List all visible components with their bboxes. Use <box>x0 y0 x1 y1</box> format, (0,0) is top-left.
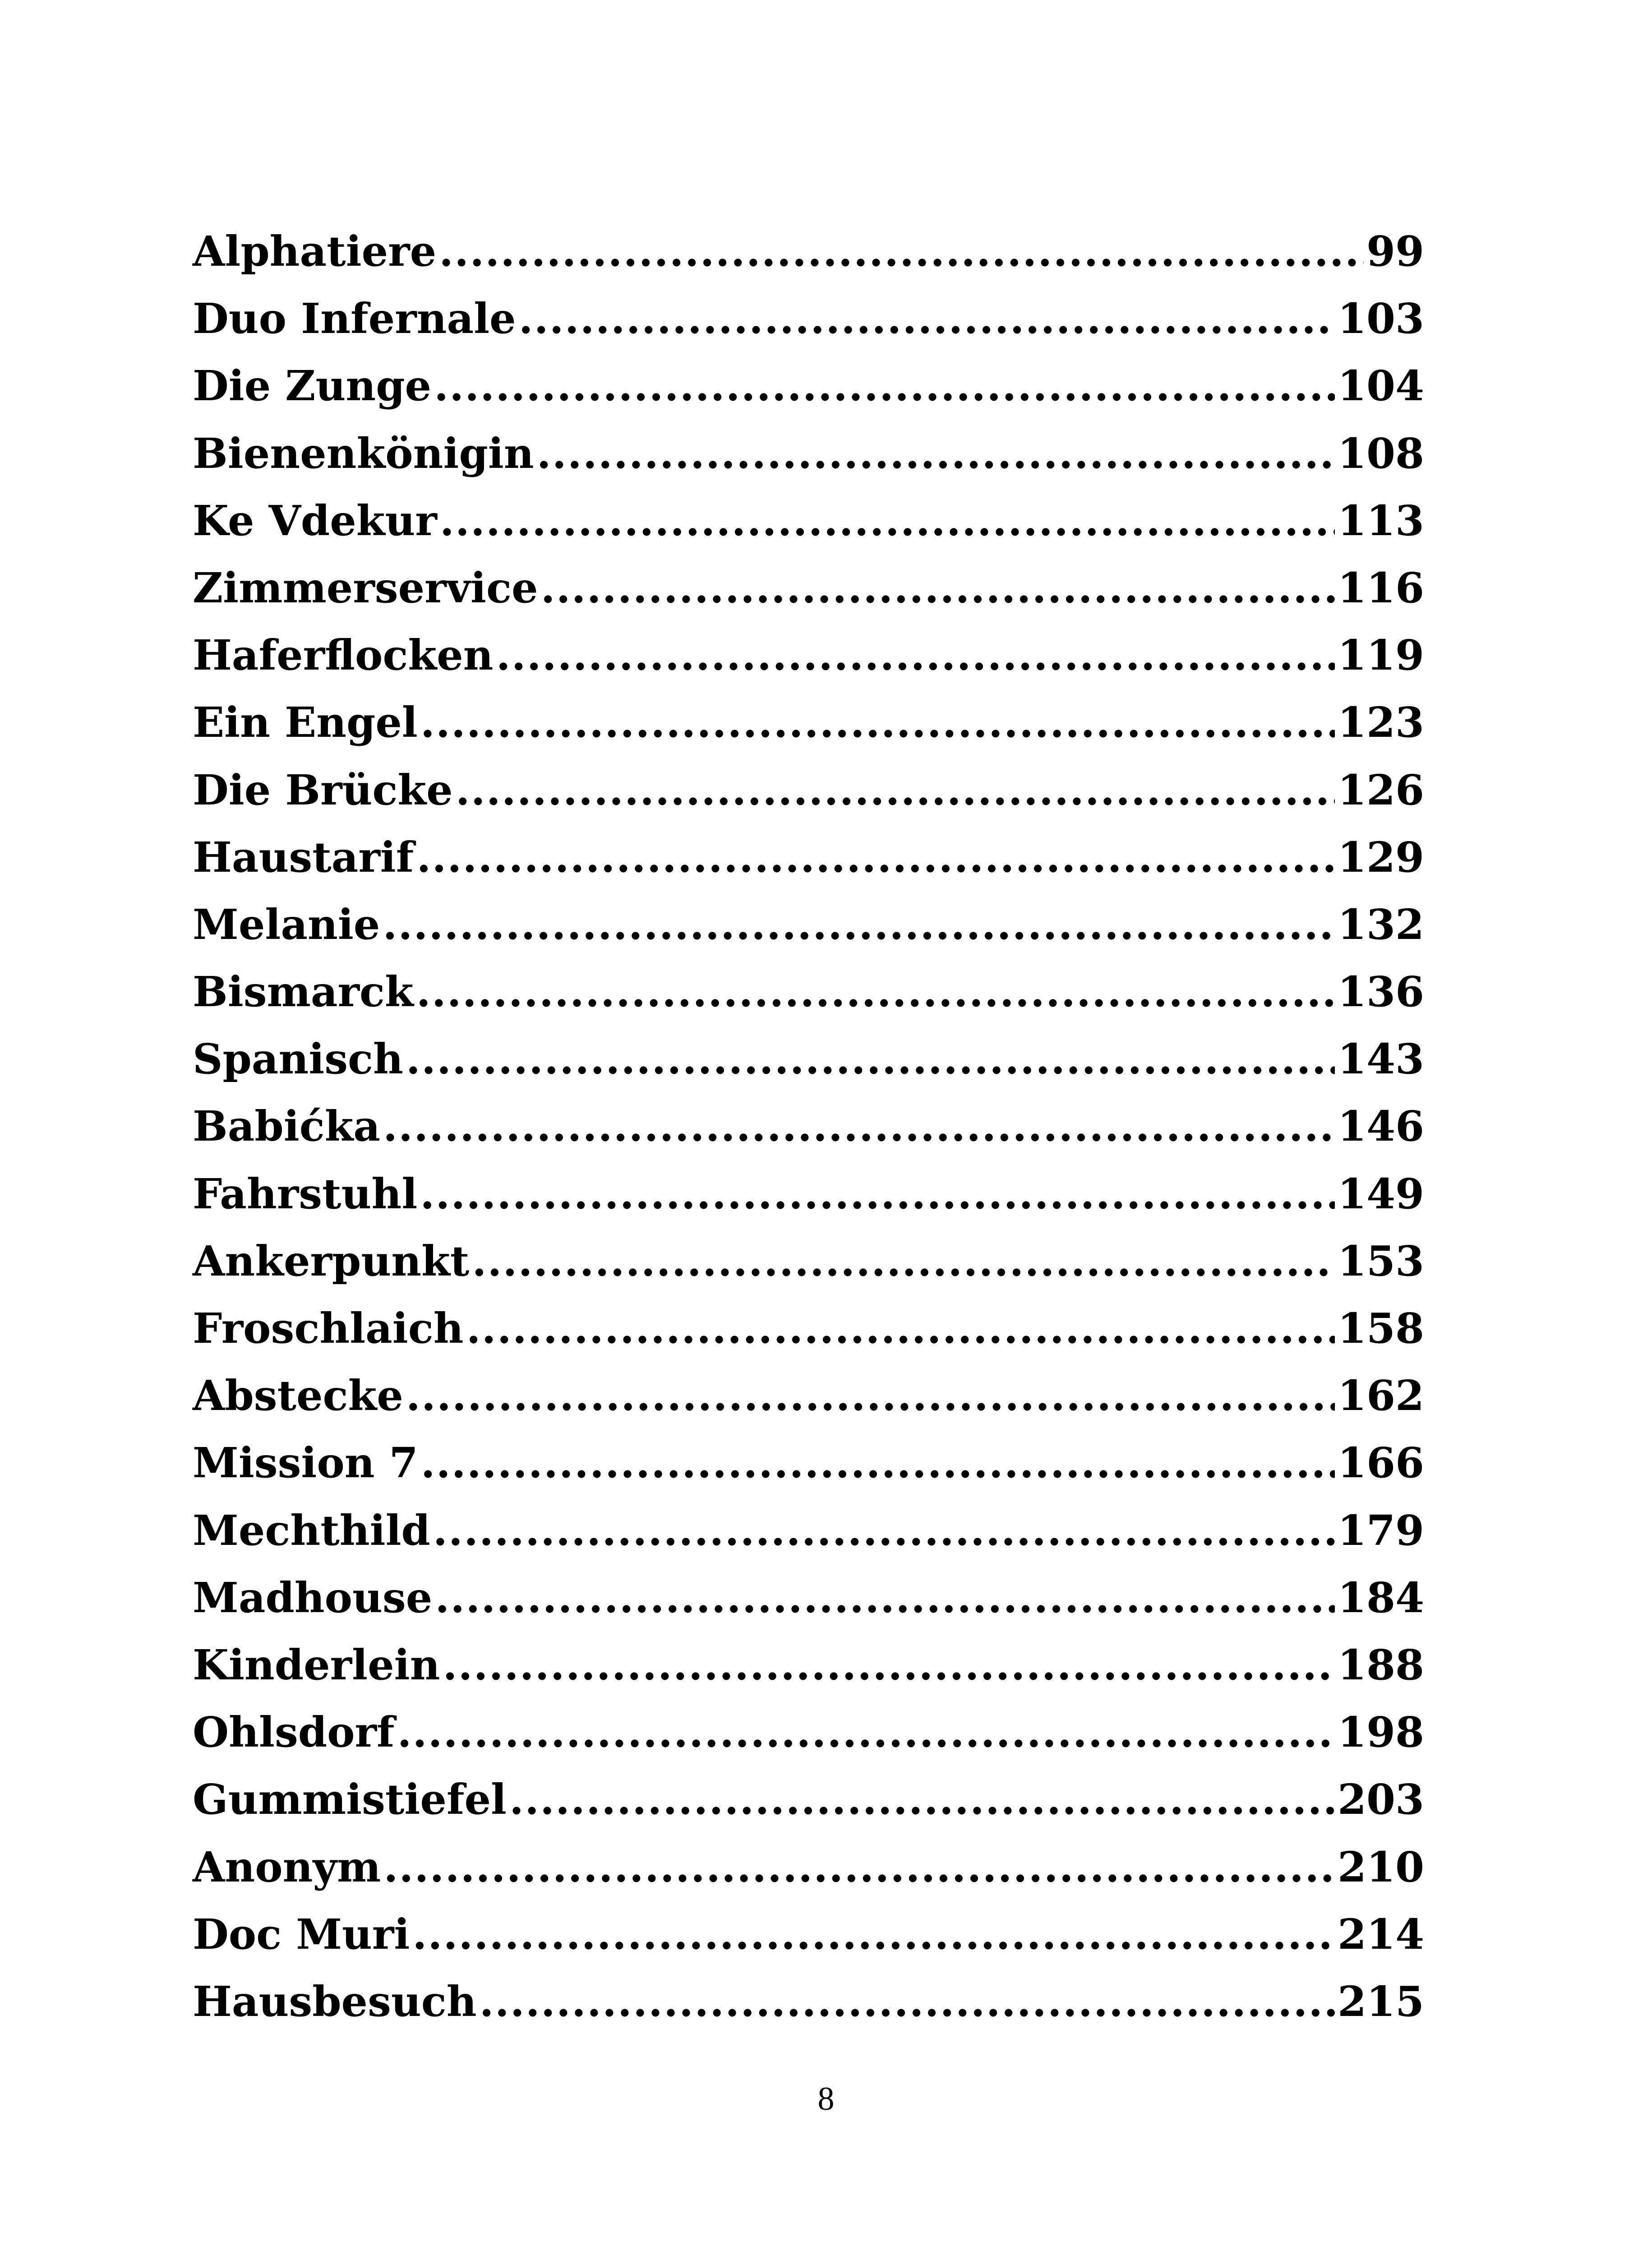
toc-entry-page: 210 <box>1337 1842 1424 1891</box>
toc-entry-title: Spanisch <box>193 1035 403 1084</box>
toc-dot-leader <box>443 1632 1335 1699</box>
toc-dot-leader <box>416 958 1335 1026</box>
toc-entry-page: 166 <box>1337 1438 1424 1488</box>
toc-entry-page: 162 <box>1337 1371 1424 1420</box>
toc-entry[interactable] <box>193 420 1424 487</box>
toc-entry-title: Hausbesuch <box>193 1977 477 2026</box>
toc-entry-title: Zimmerservice <box>193 563 538 612</box>
toc-entry[interactable] <box>193 1564 1424 1632</box>
toc-entry[interactable] <box>193 1834 1424 1901</box>
toc-entry-page: 149 <box>1337 1169 1424 1218</box>
toc-entry-page: 153 <box>1337 1236 1424 1285</box>
toc-dot-leader <box>440 487 1335 555</box>
toc-dot-leader <box>412 1901 1335 1968</box>
toc-entry-page: 99 <box>1366 227 1424 276</box>
toc-entry[interactable] <box>193 487 1424 555</box>
toc-entry[interactable] <box>193 1699 1424 1766</box>
toc-entry-title: Kinderlein <box>193 1640 440 1689</box>
toc-entry-page: 215 <box>1337 1977 1424 2026</box>
toc-entry[interactable] <box>193 1632 1424 1699</box>
toc-entry-title: Madhouse <box>193 1573 433 1622</box>
toc-entry-page: 119 <box>1337 631 1424 680</box>
toc-entry[interactable] <box>193 1295 1424 1362</box>
toc-entry-title: Haferflocken <box>193 631 494 680</box>
toc-entry-title: Ohlsdorf <box>193 1708 395 1757</box>
toc-entry-title: Haustarif <box>193 832 414 882</box>
toc-entry-page: 104 <box>1337 361 1424 411</box>
toc-entry[interactable] <box>193 1228 1424 1295</box>
toc-dot-leader <box>397 1699 1335 1766</box>
toc-entry-page: 214 <box>1337 1909 1424 1959</box>
toc-dot-leader <box>434 352 1335 420</box>
toc-dot-leader <box>509 1766 1335 1833</box>
toc-entry-title: Ein Engel <box>193 698 418 747</box>
toc-dot-leader <box>541 555 1335 622</box>
toc-entry-title: Bismarck <box>193 967 414 1017</box>
toc-dot-leader <box>406 1026 1335 1093</box>
toc-entry-title: Melanie <box>193 900 380 949</box>
toc-entry-title: Bienenkönigin <box>193 429 534 478</box>
toc-entry[interactable] <box>193 757 1424 824</box>
toc-dot-leader <box>421 1429 1335 1497</box>
toc-entry-page: 113 <box>1337 496 1424 545</box>
toc-dot-leader <box>420 1160 1335 1228</box>
toc-entry-page: 198 <box>1337 1708 1424 1757</box>
toc-entry-title: Abstecke <box>193 1371 403 1420</box>
toc-entry-title: Die Brücke <box>193 765 453 814</box>
toc-entry[interactable] <box>193 1026 1424 1093</box>
toc-entry[interactable] <box>193 1901 1424 1968</box>
toc-dot-leader <box>537 420 1335 487</box>
toc-dot-leader <box>472 1228 1335 1295</box>
toc-entry[interactable] <box>193 689 1424 756</box>
toc-entry-title: Doc Muri <box>193 1909 410 1959</box>
toc-entry[interactable] <box>193 218 1424 285</box>
toc-entry[interactable] <box>193 1766 1424 1833</box>
toc-entry[interactable] <box>193 1160 1424 1228</box>
toc-dot-leader <box>496 622 1335 689</box>
toc-dot-leader <box>383 891 1335 958</box>
toc-entry[interactable] <box>193 891 1424 958</box>
toc-entry-page: 158 <box>1337 1304 1424 1353</box>
toc-entry-title: Babićka <box>193 1102 381 1151</box>
toc-entry[interactable] <box>193 1093 1424 1160</box>
toc-entry-title: Die Zunge <box>193 361 432 411</box>
toc-entry-page: 126 <box>1337 765 1424 814</box>
toc-entry[interactable] <box>193 352 1424 420</box>
toc-dot-leader <box>420 689 1335 756</box>
toc-entry-title: Mechthild <box>193 1506 430 1555</box>
toc-dot-leader <box>435 1564 1335 1632</box>
toc-entry-page: 188 <box>1337 1640 1424 1689</box>
toc-entry[interactable] <box>193 1362 1424 1429</box>
toc-entry[interactable] <box>193 1968 1424 2035</box>
toc-dot-leader <box>456 757 1335 824</box>
toc-entry-page: 116 <box>1337 563 1424 612</box>
toc-entry[interactable] <box>193 824 1424 891</box>
toc-dot-leader <box>433 1497 1335 1564</box>
toc-entry-page: 123 <box>1337 698 1424 747</box>
toc-dot-leader <box>416 824 1335 891</box>
toc-entry[interactable] <box>193 1497 1424 1564</box>
toc-entry-title: Ke Vdekur <box>193 496 437 545</box>
toc-entry-page: 129 <box>1337 832 1424 882</box>
toc-entry-title: Gummistiefel <box>193 1775 507 1824</box>
toc-entry-page: 146 <box>1337 1102 1424 1151</box>
toc-entry-title: Froschlaich <box>193 1304 464 1353</box>
toc-dot-leader <box>383 1834 1335 1901</box>
page-number: 8 <box>817 2080 835 2117</box>
toc-entry-page: 108 <box>1337 429 1424 478</box>
toc-entry-page: 143 <box>1337 1035 1424 1084</box>
toc-entry-title: Mission 7 <box>193 1438 418 1488</box>
toc-dot-leader <box>439 218 1364 285</box>
toc-dot-leader <box>519 285 1335 352</box>
toc-entry-title: Ankerpunkt <box>193 1236 470 1285</box>
toc-dot-leader <box>406 1362 1335 1429</box>
toc-entry-page: 136 <box>1337 967 1424 1017</box>
toc-entry-page: 184 <box>1337 1573 1424 1622</box>
table-of-contents <box>193 218 1424 2035</box>
toc-entry-page: 103 <box>1337 294 1424 343</box>
toc-entry[interactable] <box>193 555 1424 622</box>
toc-entry-title: Anonym <box>193 1842 381 1891</box>
toc-entry[interactable] <box>193 1429 1424 1497</box>
toc-dot-leader <box>466 1295 1335 1362</box>
toc-entry[interactable] <box>193 622 1424 689</box>
toc-entry[interactable] <box>193 958 1424 1026</box>
toc-entry-page: 179 <box>1337 1506 1424 1555</box>
toc-entry-title: Alphatiere <box>193 227 437 276</box>
toc-dot-leader <box>383 1093 1335 1160</box>
toc-entry-page: 132 <box>1337 900 1424 949</box>
toc-dot-leader <box>480 1968 1335 2035</box>
toc-entry-page: 203 <box>1337 1775 1424 1824</box>
toc-entry-title: Duo Infernale <box>193 294 516 343</box>
toc-entry[interactable] <box>193 285 1424 352</box>
toc-entry-title: Fahrstuhl <box>193 1169 418 1218</box>
